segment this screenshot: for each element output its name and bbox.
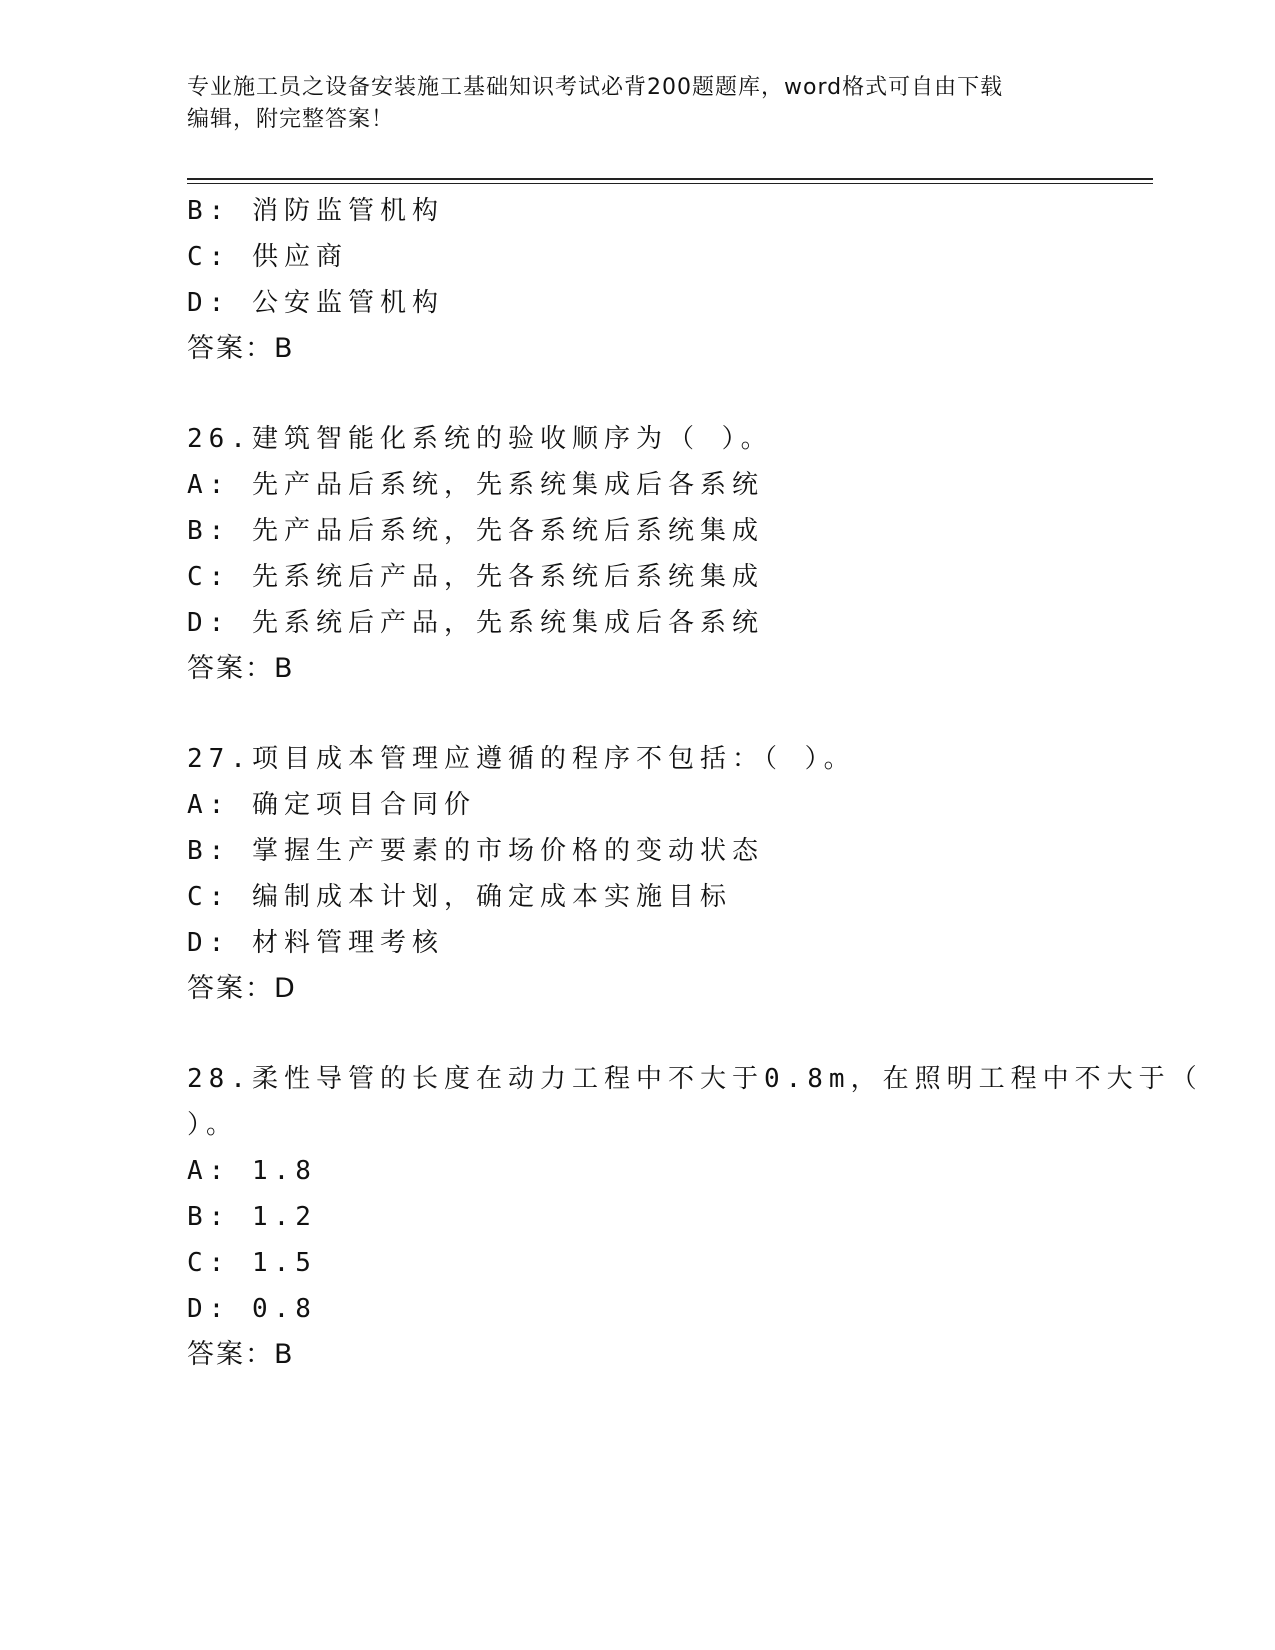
question-text-line-1: 28.柔性导管的长度在动力工程中不大于0.8m，在照明工程中不大于（ [187,1064,1203,1094]
option-b: B: 掌握生产要素的市场价格的变动状态 [187,836,764,866]
question-text: 27.项目成本管理应遵循的程序不包括：（ ）。 [187,744,856,774]
spacer [187,372,1087,416]
option-c: C: 先系统后产品，先各系统后系统集成 [187,562,764,592]
option-d: D: 先系统后产品，先系统集成后各系统 [187,608,764,638]
question-26 [187,416,1087,692]
answer-text: 答案：B [187,1339,295,1370]
question-28 [187,1056,1203,1378]
spacer [187,1012,1087,1056]
document-header [187,72,1087,136]
option-d: D: 0.8 [187,1294,317,1324]
question-text: 26.建筑智能化系统的验收顺序为（ ）。 [187,424,773,454]
answer-text: 答案：B [187,333,295,364]
header-title-line-2: 编辑，附完整答案！ [187,107,395,132]
option-c: C: 编制成本计划，确定成本实施目标 [187,882,732,912]
question-list [187,188,1203,1378]
option-d: D: 公安监管机构 [187,288,444,318]
option-a: A: 1.8 [187,1156,317,1186]
option-b: B: 消防监管机构 [187,196,444,226]
option-b: B: 1.2 [187,1202,317,1232]
option-c: C: 1.5 [187,1248,317,1278]
header-title-line-1: 专业施工员之设备安装施工基础知识考试必背200题题库，word格式可自由下载 [187,75,1004,100]
option-a: A: 确定项目合同价 [187,790,476,820]
option-d: D: 材料管理考核 [187,928,444,958]
question-27 [187,736,1087,1012]
option-b: B: 先产品后系统，先各系统后系统集成 [187,516,764,546]
option-a: A: 先产品后系统，先系统集成后各系统 [187,470,764,500]
question-text-line-2: ）。 [187,1110,239,1140]
header-divider-thin [187,183,1153,184]
option-c: C: 供应商 [187,242,348,272]
answer-text: 答案：B [187,653,295,684]
question-25 [187,188,1087,372]
header-divider-thick [187,178,1153,180]
spacer [187,692,1087,736]
answer-text: 答案：D [187,973,297,1004]
